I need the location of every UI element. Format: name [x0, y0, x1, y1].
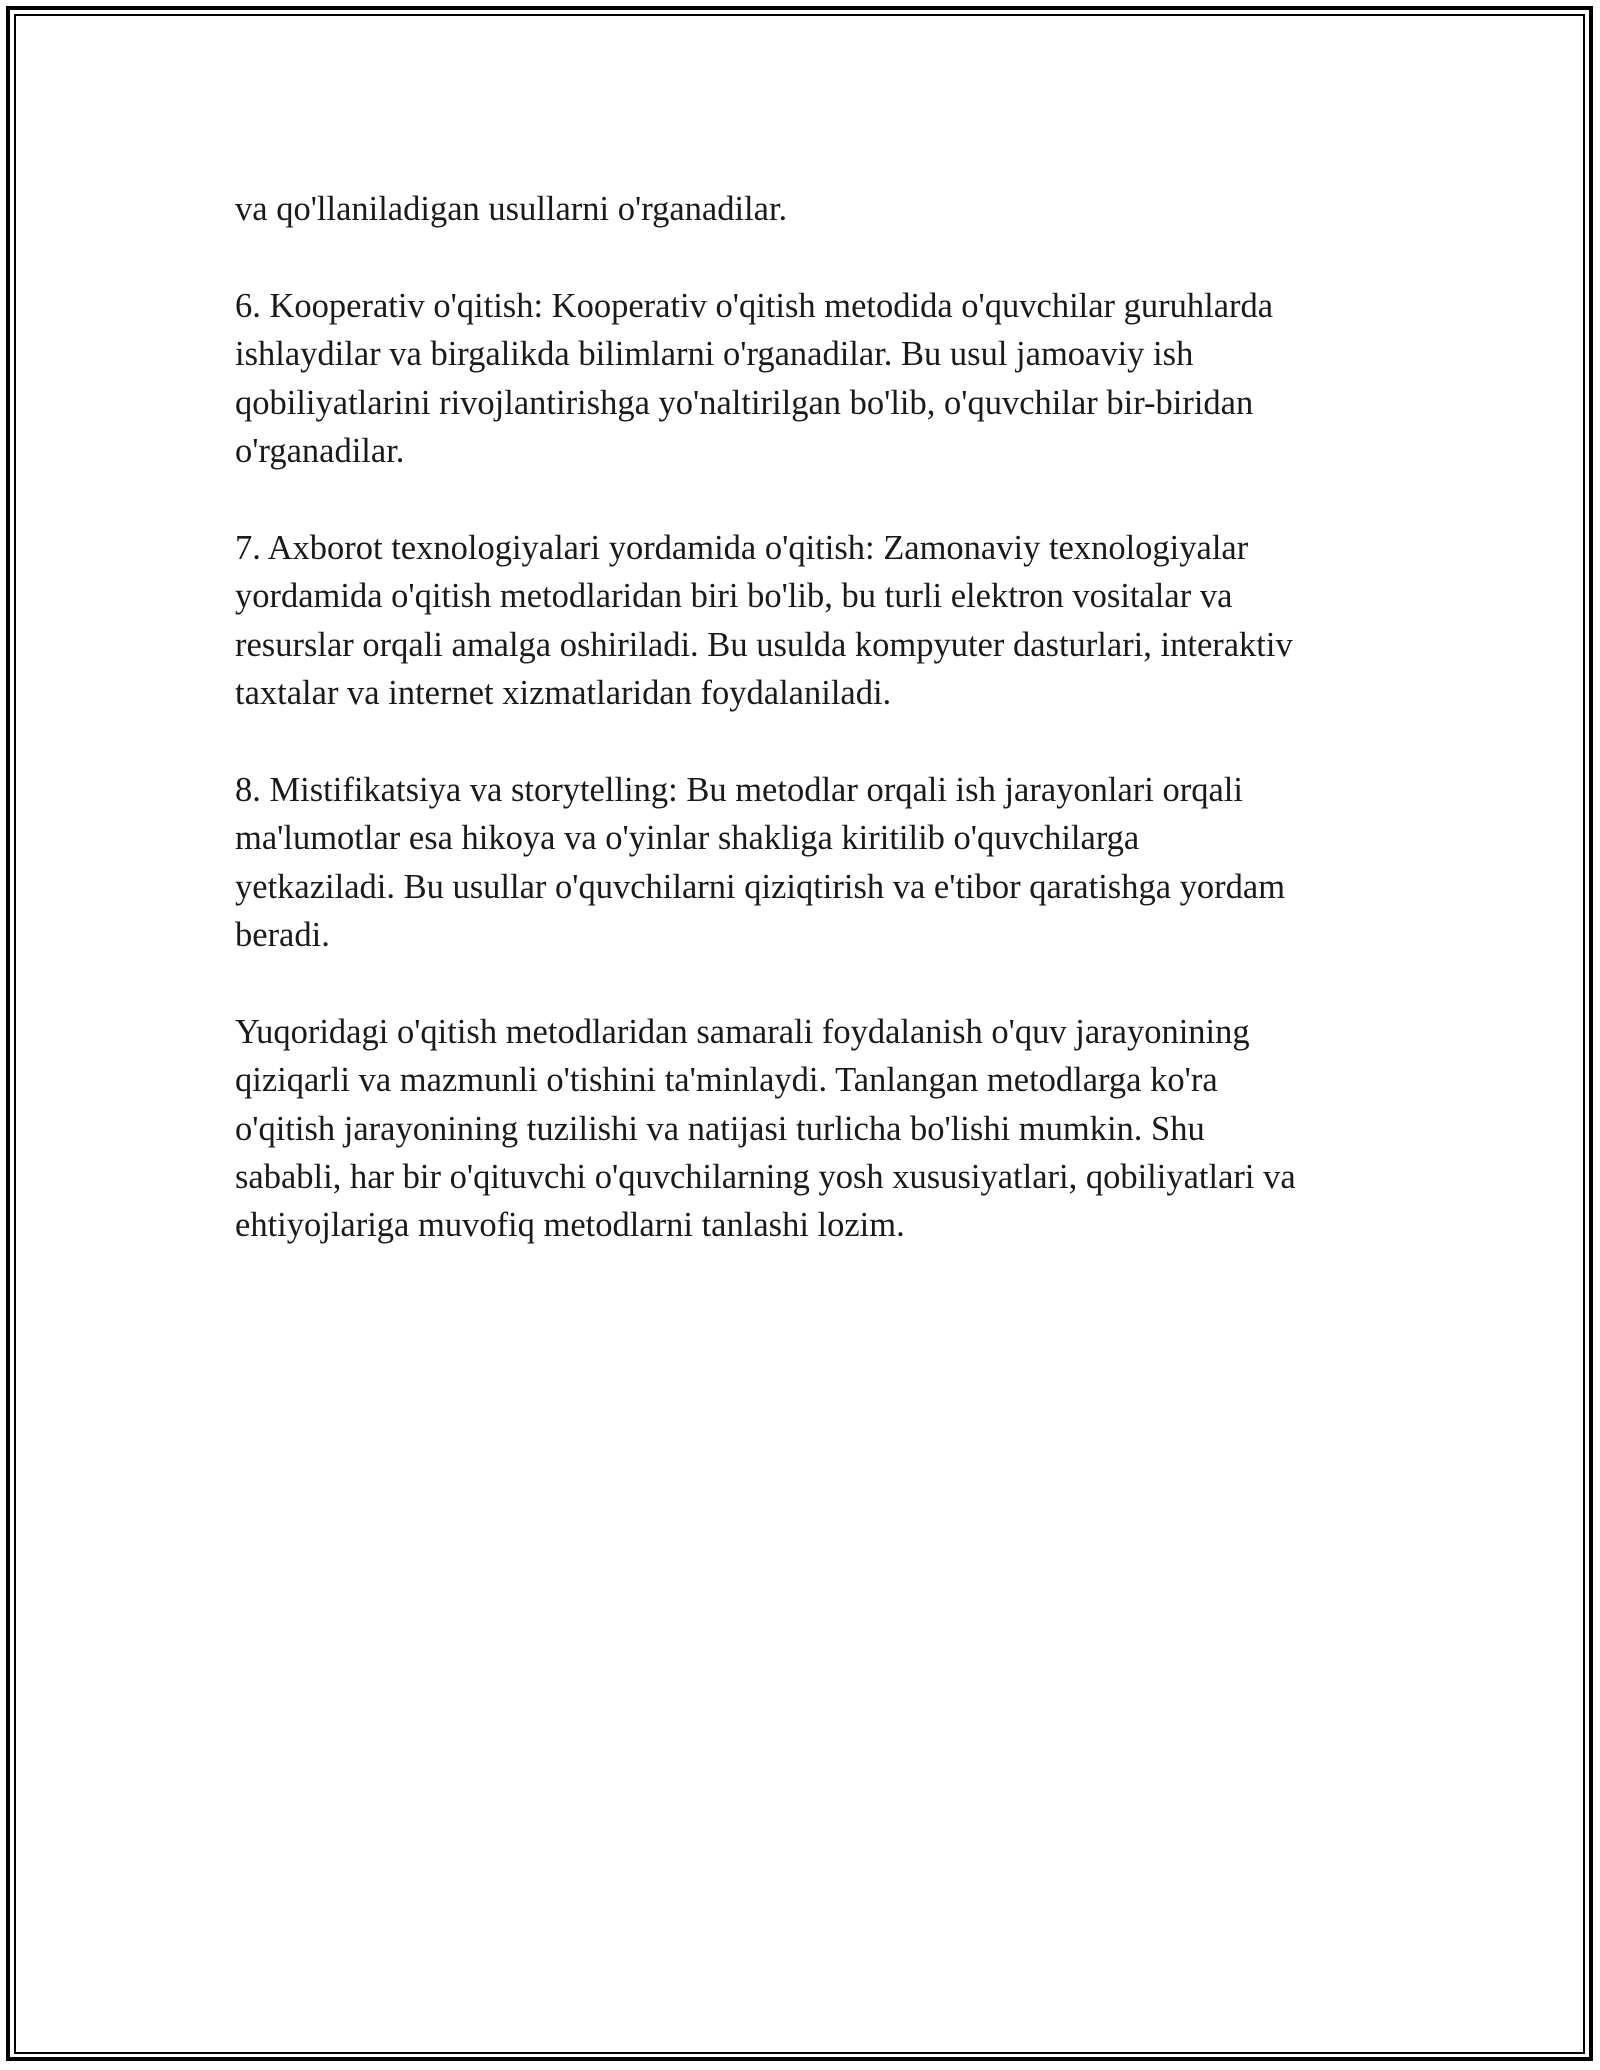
- paragraph-axborot-texnologiyalari: 7. Axborot texnologiyalari yordamida o'qitish: Zamonaviy texnologiyalar yordamida o'qitish metodlaridan biri bo'lib, bu turli elektron vositalar va resurslar orqali amalga oshiriladi. Bu usulda kompyuter dasturlari, interaktiv taxtalar va internet xizmatlaridan foydalaniladi.: [235, 528, 1293, 713]
- paragraph-kooperativ-oqitish: 6. Kooperativ o'qitish: Kooperativ o'qitish metodida o'quvchilar guruhlarda ishlaydilar va birgalikda bilimlarni o'rganadilar. Bu usul jamoaviy ish qobiliyatlarini rivojlantirishga yo'naltirilgan bo'lib, o'quvchilar bir-biridan o'rganadilar.: [235, 286, 1274, 471]
- paragraph-continuation: va qo'llaniladigan usullarni o'rganadilar.: [235, 190, 788, 228]
- paragraph-conclusion: Yuqoridagi o'qitish metodlaridan samarali foydalanish o'quv jarayonining qiziqarli va mazmunli o'tishini ta'minlaydi. Tanlangan metodlarga ko'ra o'qitish jarayonining tuzilishi va natijasi turlicha bo'lishi mumkin. Shu sababli, har bir o'qituvchi o'quvchilarning yosh xususiyatlari, qobiliyatlari va ehtiyojlariga muvofiq metodlarni tanlashi lozim.: [235, 1012, 1296, 1245]
- paragraph-mistifikatsiya-storytelling: 8. Mistifikatsiya va storytelling: Bu metodlar orqali ish jarayonlari orqali ma'lumotlar esa hikoya va o'yinlar shakliga kiritilib o'quvchilarga yetkaziladi. Bu usullar o'quvchilarni qiziqtirish va e'tibor qaratishga yordam beradi.: [235, 770, 1286, 955]
- document-body: [235, 185, 1385, 1298]
